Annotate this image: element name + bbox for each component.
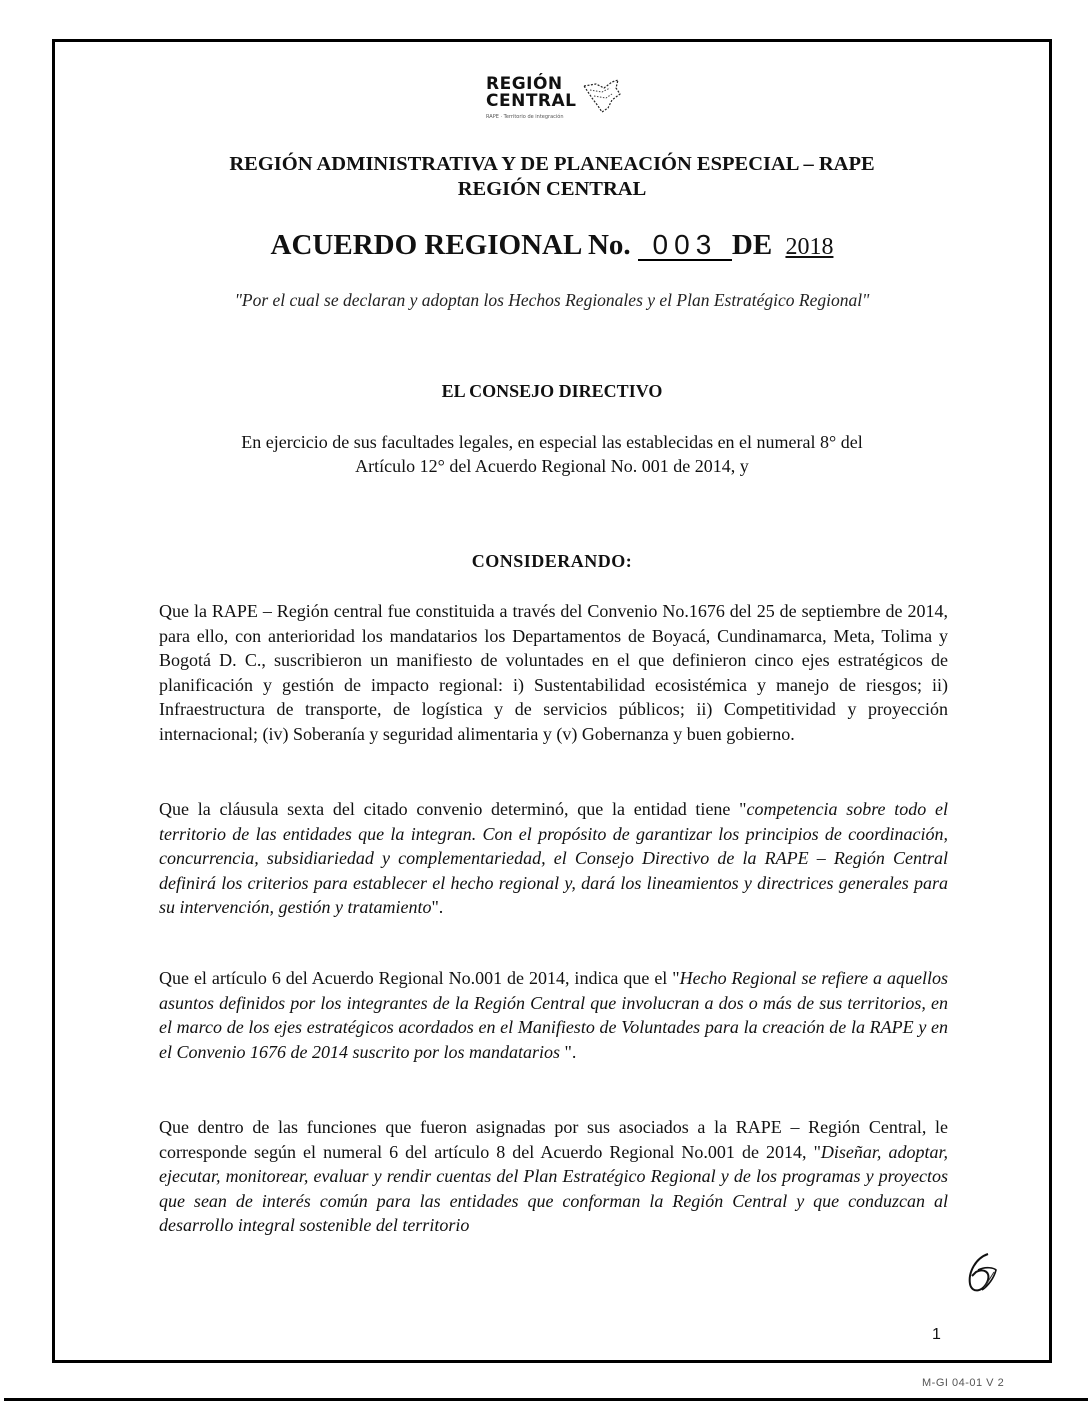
paragraph-text: Que la cláusula sexta del citado convenio determinó, que la entidad tiene " <box>159 799 747 819</box>
facultades-statement <box>52 430 1052 478</box>
facultades-line1: En ejercicio de sus facultades legales, en especial las establecidas en el numeral 8° del <box>241 432 863 452</box>
paragraph-quote: competencia sobre todo el territorio de las entidades que la integran. Con el propósito de garantizar los principios de coordinación, concurrencia, subsidiariedad y complementariedad, el Consejo Directivo de la RAPE – Región Central definirá los criterios para establecer el hecho regional y, dará los lineamientos y directrices generales para su intervención, gestión y tratamiento <box>159 799 949 918</box>
form-code: M-GI 04-01 V 2 <box>922 1377 1005 1389</box>
acuerdo-year: 2018 <box>785 234 834 260</box>
considerando-paragraph-4 <box>159 1115 948 1238</box>
acuerdo-subtitle: "Por el cual se declaran y adoptan los Hechos Regionales y el Plan Estratégico Regional" <box>234 290 870 310</box>
paragraph-text: Que la RAPE – Región central fue constituida a través del Convenio No.1676 del 25 de septiembre de 2014, para ello, con anterioridad los mandatarios los Departamentos de Boyacá, Cundinamarca, Meta, Tolima y Bogotá D. C., suscribieron un manifiesto de voluntades en el que definieron cinco ejes estratégicos de planificación y gestión de impacto regional: i) Sustentabilidad ecosistémica y manejo de riesgos; ii) Infraestructura de transporte, de logística y de servicios públicos; ii) Competitividad y proyección internacional; (iv) Soberanía y seguridad alimentaria y (v) Gobernanza y buen gobierno. <box>159 601 948 744</box>
paragraph-quote: Diseñar, adoptar, ejecutar, monitorear, evaluar y rendir cuentas del Plan Estratégico Regional y de los programas y proyectos que sean de interés común para las entidades que conforman la Región Central y que conduzcan al desarrollo integral sostenible del territorio <box>159 1141 948 1236</box>
map-icon <box>582 78 622 114</box>
facultades-line2: Artículo 12° del Acuerdo Regional No. 001 de 2014, y <box>355 456 749 476</box>
logo-tagline: RAPE · Territorio de integración <box>486 114 564 120</box>
considerando-paragraph-3 <box>159 966 948 1064</box>
considerando-paragraph-2 <box>159 797 948 920</box>
consejo-heading: EL CONSEJO DIRECTIVO <box>441 381 663 401</box>
acuerdo-de: DE <box>731 229 773 261</box>
paragraph-text: Que dentro de las funciones que fueron asignadas por sus asociados a la RAPE – Región Central, le corresponde según el numeral 6 del artículo 8 del Acuerdo Regional No.001 de 2014, " <box>159 1117 948 1162</box>
paragraph-text: Que el artículo 6 del Acuerdo Regional No.001 de 2014, indica que el " <box>159 968 680 988</box>
paragraph-tail: ". <box>431 897 444 918</box>
handwritten-signature-icon <box>960 1250 1010 1300</box>
considerando-heading: CONSIDERANDO: <box>471 551 633 571</box>
page-number: 1 <box>932 1326 941 1343</box>
organization-line1: REGIÓN ADMINISTRATIVA Y DE PLANEACIÓN ESPECIAL – RAPE <box>229 153 875 175</box>
acuerdo-number: 003 <box>638 231 732 261</box>
logo-wordmark <box>486 76 577 110</box>
acuerdo-title <box>52 228 1052 264</box>
paragraph-quote: Hecho Regional se refiere a aquellos asuntos definidos por los integrantes de la Región Central que involucran a dos o más de sus territorios, en el marco de los ejes estratégicos acordados en el Manifiesto de Voluntades para la creación de la RAPE y en el Convenio 1676 de 2014 suscrito por los mandatarios <box>159 968 948 1062</box>
acuerdo-prefix: ACUERDO REGIONAL No. <box>270 229 631 261</box>
considerando-paragraph-1 <box>159 599 948 747</box>
organization-heading <box>52 152 1052 202</box>
region-central-logo <box>486 76 626 132</box>
paragraph-tail: ". <box>560 1041 577 1062</box>
logo-line1: REGIÓN <box>486 74 563 94</box>
organization-line2: REGIÓN CENTRAL <box>457 178 647 200</box>
footer-divider <box>4 1398 1088 1401</box>
logo-line2: CENTRAL <box>486 91 577 111</box>
